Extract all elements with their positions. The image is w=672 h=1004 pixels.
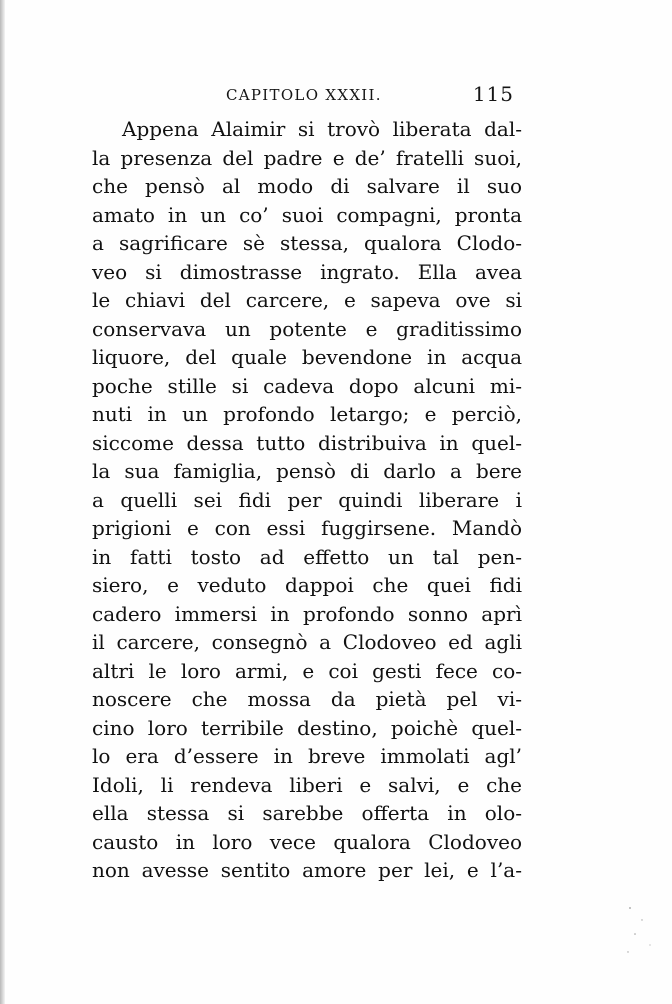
text-line: ella stessa si sarebbe offerta in olo- xyxy=(92,801,522,825)
page-number: 115 xyxy=(472,82,514,106)
text-line: in fatti tosto ad effetto un tal pen- xyxy=(92,544,522,569)
text-line: causto in loro vece qualora Clodoveo xyxy=(92,829,522,854)
text-line: cino loro terribile destino, poichè quel- xyxy=(92,715,522,740)
page-gutter-shadow xyxy=(0,0,5,1004)
text-line: conservava un potente e graditissimo xyxy=(92,316,522,341)
text-line: nuti in un profondo letargo; e perciò, xyxy=(92,402,522,426)
text-line: Appena Alaimir si trovò liberata dal- xyxy=(122,117,522,141)
text-line: veo si dimostrasse ingrato. Ella avea xyxy=(92,259,522,284)
text-line: poche stille si cadeva dopo alcuni mi- xyxy=(92,373,522,398)
text-line: noscere che mossa da pietà pel vi- xyxy=(92,687,522,711)
chapter-heading: CAPITOLO XXXII. xyxy=(226,86,382,104)
body-text xyxy=(92,115,522,885)
text-line: le chiavi del carcere, e sapeva ove si xyxy=(92,288,522,312)
text-line: la sua famiglia, pensò di darlo a bere xyxy=(92,459,522,483)
text-line: liquore, del quale bevendone in acqua xyxy=(92,345,522,369)
text-line: a sagrificare sè stessa, qualora Clodo- xyxy=(92,231,522,255)
text-line: lo era d’essere in breve immolati agl’ xyxy=(92,744,522,768)
text-line: non avesse sentito amore per lei, e l’a- xyxy=(92,858,522,882)
text-line: amato in un co’ suoi compagni, pronta xyxy=(92,202,522,227)
text-line: prigioni e con essi fuggirsene. Mandò xyxy=(92,516,522,540)
text-line: a quelli sei fidi per quindi liberare i xyxy=(92,487,522,512)
running-head xyxy=(92,82,522,112)
paper-specks xyxy=(620,900,660,960)
text-line: siccome dessa tutto distribuiva in quel- xyxy=(92,430,522,455)
text-line: siero, e veduto dappoi che quei fidi xyxy=(92,573,522,597)
text-line: il carcere, consegnò a Clodoveo ed agli xyxy=(92,630,522,654)
text-line: altri le loro armi, e coi gesti fece co- xyxy=(92,658,522,683)
text-line: cadero immersi in profondo sonno aprì xyxy=(92,601,522,626)
text-line: Idoli, li rendeva liberi e salvi, e che xyxy=(92,772,522,797)
text-line: la presenza del padre e de’ fratelli suoi, xyxy=(92,145,522,170)
text-line: che pensò al modo di salvare il suo xyxy=(92,174,522,198)
